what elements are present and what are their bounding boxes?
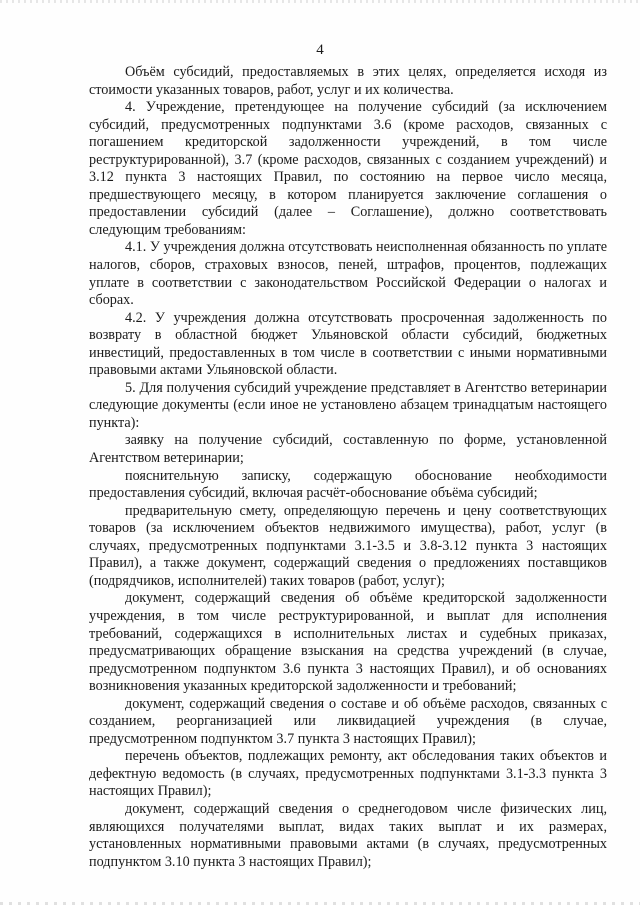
paragraph-subsidy-volume: Объём субсидий, предоставляемых в этих целях, определяется исходя из стоимости указанных товаров, работ, услуг и их количества. [89,64,607,98]
list-item-preliminary-estimate: предварительную смету, определяющую перечень и цену соответствующих товаров (за исключением объектов недвижимого имущества), работ, услуг (в случаях, предусмотренных подпунктами 3.1-3.5 и 3.8-3.12 пункта 3 настоящих Правил), а также документ, содержащий сведения о предложениях поставщиков (подрядчиков, исполнителей) таких товаров (работ, услуг); [89,502,607,589]
list-item-explanatory-note: пояснительную записку, содержащую обоснование необходимости предоставления субсидий, включая расчёт-обоснование объёма субсидий; [89,467,607,502]
paragraph-clause-4: 4. Учреждение, претендующее на получение субсидий (за исключением субсидий, предусмотренных подпунктами 3.6 (кроме расходов, связанных с погашением кредиторской задолженности учреждений, в том числе реструктурированной), 3.7 (кроме расходов, связанных с созданием учреждений) и 3.12 пункта 3 настоящих Правил, по состоянию на первое число месяца, предшествующего месяцу, в котором планируется заключение соглашения о предоставлении субсидий (далее – Соглашение), должно соответствовать следующим требованиям: [89,99,607,238]
list-item-payment-recipients: документ, содержащий сведения о среднегодовом числе физических лиц, являющихся получателями выплат, видах таких выплат и их размерах, установленных нормативными правовыми актами (в случаях, предусмотренных подпунктом 3.10 пункта 3 настоящих Правил); [89,800,607,870]
list-item-expenses-document: документ, содержащий сведения о составе и об объёме расходов, связанных с созданием, реорганизацией или ликвидацией учреждения (в случае, предусмотренном подпунктом 3.7 пункта 3 настоящих Правил); [89,695,607,747]
paragraph-clause-4-1: 4.1. У учреждения должна отсутствовать неисполненная обязанность по уплате налогов, сборов, страховых взносов, пеней, штрафов, процентов, подлежащих уплате в соответствии с законодательством Российской Федерации о налогах и сборах. [89,239,607,309]
list-item-application: заявку на получение субсидий, составленную по форме, установленной Агентством ветеринарии; [89,432,607,467]
paragraph-clause-4-2: 4.2. У учреждения должна отсутствовать просроченная задолженность по возврату в областной бюджет Ульяновской области субсидий, бюджетных инвестиций, предоставленных в том числе в соответствии с иными нормативными правовыми актами Ульяновской области. [89,309,607,379]
list-item-creditor-debt-document: документ, содержащий сведения об объёме кредиторской задолженности учреждения, в том числе реструктурированной, и выплат для исполнения требований, содержащихся в исполнительных листах и судебных приказах, предусматривающих обращение взыскания на средства учреждений (в случае, предусмотренном подпунктом 3.6 пункта 3 настоящих Правил), и об основаниях возникновения указанных кредиторской задолженности и требований; [89,590,607,695]
list-item-repair-objects: перечень объектов, подлежащих ремонту, акт обследования таких объектов и дефектную ведомость (в случаях, предусмотренных подпунктами 3.1-3.3 пункта 3 настоящих Правил); [89,748,607,800]
scan-edge-top [0,0,640,3]
document-body [89,64,607,871]
paragraph-clause-5: 5. Для получения субсидий учреждение представляет в Агентство ветеринарии следующие документы (если иное не установлено абзацем тринадцатым настоящего пункта): [89,379,607,431]
page-number: 4 [316,42,324,58]
